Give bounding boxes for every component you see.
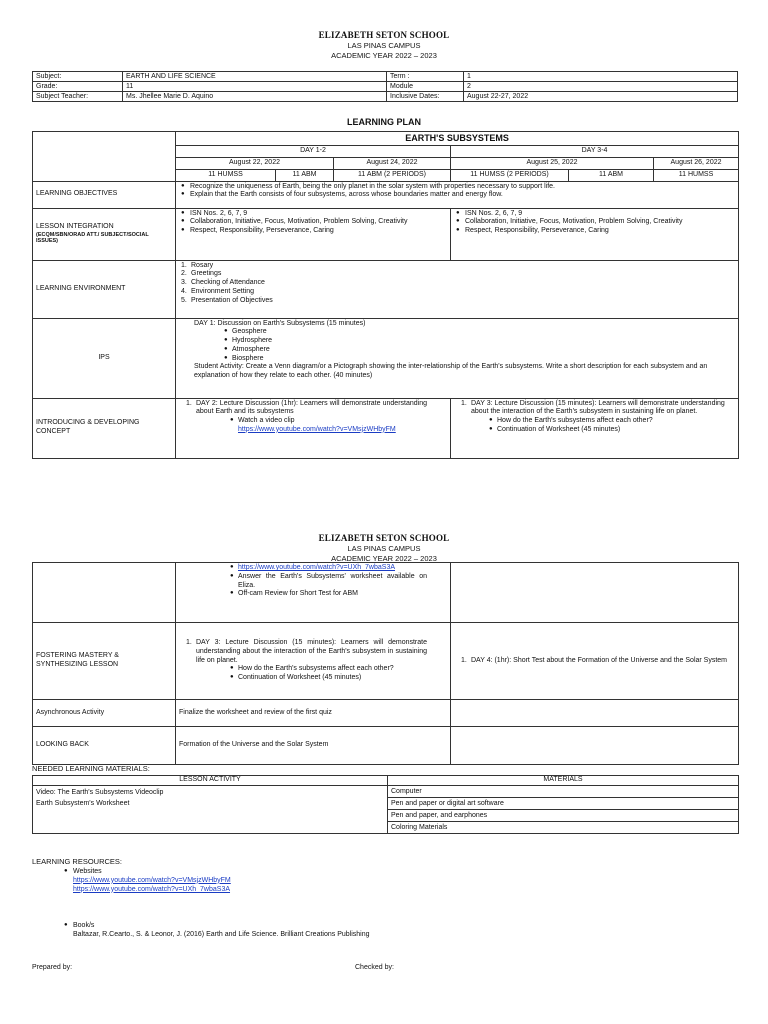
objectives-cell bbox=[176, 181, 739, 208]
campus-name: LAS PINAS CAMPUS bbox=[347, 544, 421, 554]
cont-right bbox=[451, 563, 739, 623]
materials-table bbox=[32, 775, 739, 834]
activity-item: Earth Subsystem's Worksheet bbox=[36, 799, 130, 807]
school-header bbox=[0, 30, 768, 60]
ips-activity: Student Activity: Create a Venn diagram/or a Pictograph showing the inter-relationship of the Earth's subsystems. Write a short description for each subsystem and an explanation of how they relate to each other. (40 minutes) bbox=[194, 363, 708, 379]
learning-plan-table-cont bbox=[32, 562, 739, 765]
activities-cell bbox=[33, 785, 388, 833]
objective-item: ● Explain that the Earth consists of four subsystems, across whose boundaries matter and energy flow. bbox=[179, 191, 735, 200]
campus-name: LAS PINAS CAMPUS bbox=[347, 41, 421, 51]
integration-item: ● Respect, Responsibility, Perseverance, Caring bbox=[179, 227, 447, 236]
section-abm-1: 11 ABM bbox=[276, 169, 334, 181]
ips-intro: DAY 1: Discussion on Earth's Subsystems (15 minutes) bbox=[194, 319, 366, 327]
dates-value: August 22-27, 2022 bbox=[464, 92, 738, 102]
blank-corner bbox=[33, 132, 176, 182]
async-label: Asynchronous Activity bbox=[33, 700, 176, 727]
col-materials: MATERIALS bbox=[388, 776, 739, 786]
material-item: Pen and paper, and earphones bbox=[388, 810, 738, 822]
module-label: Module bbox=[387, 82, 464, 92]
date-aug24: August 24, 2022 bbox=[334, 158, 451, 170]
activity-item: Video: The Earth's Subsystems Videoclip bbox=[36, 788, 164, 796]
fostering-right-item: 1. DAY 4: (1hr): Short Test about the Formation of the Universe and the Solar System bbox=[461, 656, 728, 664]
fostering-subitem: ● How do the Earth's subsystems affect each other? bbox=[228, 665, 447, 674]
environment-item: 2. Greetings bbox=[181, 270, 222, 278]
objectives-label: LEARNING OBJECTIVES bbox=[33, 181, 176, 208]
subject-label: Subject: bbox=[33, 72, 123, 82]
col-activity: LESSON ACTIVITY bbox=[33, 776, 388, 786]
teacher-label: Subject Teacher: bbox=[33, 92, 123, 102]
integration-item: ● ISN Nos. 2, 6, 7, 9 bbox=[454, 210, 735, 219]
environment-item: 1. Rosary bbox=[181, 261, 214, 269]
integration-item: ● Collaboration, Initiative, Focus, Motivation, Problem Solving, Creativity bbox=[179, 218, 447, 227]
section-humss-2p: 11 HUMSS (2 PERIODS) bbox=[451, 169, 569, 181]
cont-item: ● Off-cam Review for Short Test for ABM bbox=[228, 590, 427, 599]
material-item: Pen and paper or digital art software bbox=[388, 798, 738, 810]
date-aug22: August 22, 2022 bbox=[176, 158, 334, 170]
books-label: ● Book/s bbox=[62, 922, 370, 931]
video-link-2[interactable]: https://www.youtube.com/watch?v=UXh_7wbaS3A bbox=[238, 564, 396, 571]
materials-cell bbox=[388, 785, 739, 833]
teacher-value: Ms. Jhellee Marie D. Aquino bbox=[123, 92, 387, 102]
environment-item: 4. Environment Setting bbox=[181, 287, 255, 295]
ips-cell bbox=[176, 318, 739, 398]
topic-title: EARTH'S SUBSYSTEMS bbox=[176, 132, 739, 146]
section-abm-2: 11 ABM bbox=[569, 169, 654, 181]
resources-title: LEARNING RESOURCES: bbox=[32, 857, 123, 866]
material-item: Coloring Materials bbox=[391, 823, 448, 831]
async-value: Finalize the worksheet and review of the first quiz bbox=[176, 700, 451, 727]
ips-label: IPS bbox=[33, 318, 176, 398]
section-humss-1: 11 HUMSS bbox=[176, 169, 276, 181]
checked-by: Checked by: bbox=[355, 964, 394, 971]
integration-item: ● Collaboration, Initiative, Focus, Motivation, Problem Solving, Creativity bbox=[454, 218, 735, 227]
cont-left bbox=[176, 563, 451, 623]
sphere-item: ● Geosphere bbox=[222, 328, 735, 337]
grade-value: 11 bbox=[123, 82, 387, 92]
fostering-left bbox=[176, 623, 451, 700]
cont-link-item bbox=[228, 564, 427, 573]
school-name: ELIZABETH SETON SCHOOL bbox=[318, 533, 450, 543]
day34-header: DAY 3-4 bbox=[451, 146, 739, 158]
sphere-item: ● Atmosphere bbox=[222, 346, 735, 355]
book-citation: Baltazar, R.Cearto., S. & Leonor, J. (2016) Earth and Life Science. Brilliant Creations Publishing bbox=[73, 930, 370, 938]
intro-right-subitem: ● How do the Earth's subsystems affect each other? bbox=[487, 417, 735, 426]
resource-link-1[interactable]: https://www.youtube.com/watch?v=VMsjzWHbyFM bbox=[73, 876, 231, 884]
learning-plan-title: LEARNING PLAN bbox=[347, 117, 421, 127]
academic-year: ACADEMIC YEAR 2022 – 2023 bbox=[331, 50, 437, 60]
day12-header: DAY 1-2 bbox=[176, 146, 451, 158]
environment-cell bbox=[176, 260, 739, 318]
sphere-item: ● Hydrosphere bbox=[222, 337, 735, 346]
looking-back-right bbox=[451, 727, 739, 765]
objective-item: ● Recognize the uniqueness of Earth, being the only planet in the solar system with properties necessary to support life. bbox=[179, 183, 735, 192]
integration-label-cell bbox=[33, 208, 176, 260]
cont-item: ● Answer the Earth's Subsystems' worksheet available on Eliza. bbox=[228, 573, 427, 591]
websites-block bbox=[62, 868, 231, 894]
dates-label: Inclusive Dates: bbox=[387, 92, 464, 102]
section-abm-2p: 11 ABM (2 PERIODS) bbox=[334, 169, 451, 181]
module-value: 2 bbox=[464, 82, 738, 92]
looking-back-value: Formation of the Universe and the Solar System bbox=[176, 727, 451, 765]
grade-label: Grade: bbox=[33, 82, 123, 92]
date-aug26: August 26, 2022 bbox=[654, 158, 739, 170]
integration-label: LESSON INTEGRATION bbox=[36, 222, 114, 230]
term-value: 1 bbox=[464, 72, 738, 82]
environment-item: 3. Checking of Attendance bbox=[181, 279, 265, 286]
integration-item: ● Respect, Responsibility, Perseverance, Caring bbox=[454, 227, 735, 236]
fostering-subitem: ● Continuation of Worksheet (45 minutes) bbox=[228, 674, 447, 683]
prepared-by: Prepared by: bbox=[32, 964, 73, 971]
intro-right-subitem: ● Continuation of Worksheet (45 minutes) bbox=[487, 426, 735, 435]
school-name: ELIZABETH SETON SCHOOL bbox=[318, 30, 450, 40]
school-header-page2 bbox=[0, 533, 768, 563]
looking-back-label: LOOKING BACK bbox=[33, 727, 176, 765]
fostering-label: FOSTERING MASTERY & SYNTHESIZING LESSON bbox=[33, 623, 176, 700]
environment-item: 5. Presentation of Objectives bbox=[181, 296, 273, 304]
watch-item: ● Watch a video clip https://www.youtube.com/watch?v=VMsjzWHbyFM bbox=[228, 417, 447, 435]
blank-label bbox=[33, 563, 176, 623]
section-humss-2: 11 HUMSS bbox=[654, 169, 739, 181]
integration-sublabel: (ECQM/SBN/ORAD ATT./ SUBJECT/SOCIAL ISSUES) bbox=[36, 231, 149, 245]
intro-left-item: 1. DAY 2: Lecture Discussion (1hr): Learners will demonstrate understanding about Earth and its subsystems bbox=[186, 399, 427, 416]
fostering-left-item: 1. DAY 3: Lecture Discussion (15 minutes): Learners will demonstrate understanding about the interaction of the Earth's subsystem in sustaining life on planet. bbox=[186, 639, 427, 664]
integration-left bbox=[176, 208, 451, 260]
info-table bbox=[32, 71, 738, 102]
async-right bbox=[451, 700, 739, 727]
term-label: Term : bbox=[387, 72, 464, 82]
environment-label: LEARNING ENVIRONMENT bbox=[33, 260, 176, 318]
material-item: Computer bbox=[388, 786, 738, 798]
subject-value: EARTH AND LIFE SCIENCE bbox=[123, 72, 387, 82]
websites-label: ● Websites bbox=[62, 868, 231, 877]
learning-plan-table bbox=[32, 131, 739, 459]
resource-link-2[interactable]: https://www.youtube.com/watch?v=UXh_7wbaS3A bbox=[73, 885, 231, 893]
intro-right-item: 1. DAY 3: Lecture Discussion (15 minutes): Learners will demonstrate understanding about the interaction of the Earth's subsystem in sustaining life on planet. bbox=[461, 399, 725, 416]
intro-left bbox=[176, 398, 451, 458]
video-link-1[interactable]: https://www.youtube.com/watch?v=VMsjzWHbyFM bbox=[238, 425, 396, 433]
fostering-right bbox=[451, 623, 739, 700]
integration-item: ● ISN Nos. 2, 6, 7, 9 bbox=[179, 210, 447, 219]
sphere-item: ● Biosphere bbox=[222, 355, 735, 364]
books-block bbox=[62, 922, 370, 940]
integration-right bbox=[451, 208, 739, 260]
academic-year: ACADEMIC YEAR 2022 – 2023 bbox=[331, 553, 437, 563]
materials-title: NEEDED LEARNING MATERIALS: bbox=[32, 764, 150, 773]
intro-right bbox=[451, 398, 739, 458]
date-aug25: August 25, 2022 bbox=[451, 158, 654, 170]
intro-label: INTRODUCING & DEVELOPING CONCEPT bbox=[33, 398, 176, 458]
